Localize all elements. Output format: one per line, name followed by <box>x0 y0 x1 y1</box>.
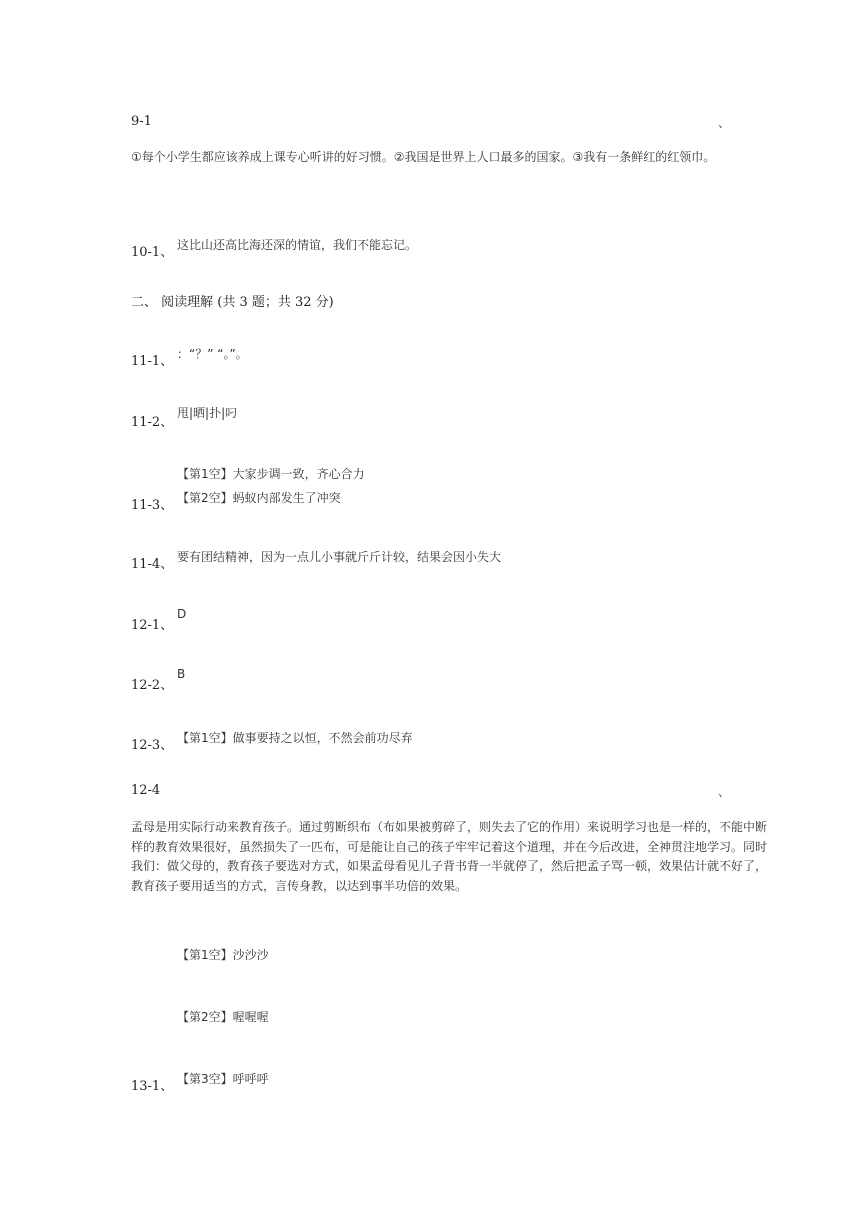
item-number-12-1: 12-1、 <box>131 618 174 633</box>
item-number-12-4: 12-4 <box>131 783 161 798</box>
item-number-11-4: 11-4、 <box>131 557 174 572</box>
item-number-12-2: 12-2、 <box>131 678 174 693</box>
item-number-11-3: 11-3、 <box>131 498 174 513</box>
answer-12-1: D <box>177 607 187 621</box>
item-mark-12-4: 、 <box>718 785 731 799</box>
item-mark-9-1: 、 <box>718 116 731 130</box>
item-number-12-3: 12-3、 <box>131 738 174 753</box>
answer-12-3: 【第1空】做事要持之以恒，不然会前功尽弃 <box>177 731 413 745</box>
answer-13-1-blank-2: 【第2空】喔喔喔 <box>177 1010 269 1024</box>
answer-11-2: 甩|晒|扑|叼 <box>177 406 238 420</box>
paragraph-line: 我们：做父母的，教育孩子要选对方式，如果孟母看见儿子背书背一半就停了，然后把孟子骂一顿，效果估计就不好了， <box>131 859 768 873</box>
item-number-13-1: 13-1、 <box>131 1079 174 1094</box>
answer-9-1: ①每个小学生都应该养成上课专心听讲的好习惯。②我国是世界上人口最多的国家。③我有一条鲜红的红领巾。 <box>131 150 716 164</box>
answer-11-4: 要有团结精神，因为一点儿小事就斤斤计较，结果会因小失大 <box>177 550 502 564</box>
section-heading-reading: 二、 阅读理解 (共 3 题；共 32 分) <box>131 295 334 310</box>
answer-11-3-blank-1: 【第1空】大家步调一致，齐心合力 <box>177 467 365 481</box>
item-number-9-1: 9-1 <box>131 114 152 129</box>
answer-13-1-blank-1: 【第1空】沙沙沙 <box>177 948 269 962</box>
answer-10-1: 这比山还高比海还深的情谊，我们不能忘记。 <box>177 238 418 252</box>
answer-13-1-blank-3: 【第3空】呼呼呼 <box>177 1072 269 1086</box>
answer-11-1: ：“？” “。”。 <box>177 347 248 361</box>
item-number-11-1: 11-1、 <box>131 354 174 369</box>
paragraph-line: 孟母是用实际行动来教育孩子。通过剪断织布（布如果被剪碎了，则失去了它的作用）来说明学习也是一样的，不能中断 <box>131 820 768 834</box>
paragraph-line: 教育孩子要用适当的方式，言传身教，以达到事半功倍的效果。 <box>131 878 468 893</box>
item-number-10-1: 10-1、 <box>131 245 174 260</box>
answer-12-2: B <box>177 667 186 681</box>
answer-11-3-blank-2: 【第2空】蚂蚁内部发生了冲突 <box>177 491 341 505</box>
answer-12-4-paragraph <box>131 818 865 896</box>
paragraph-line: 样的教育效果很好，虽然损失了一匹布，可是能让自己的孩子牢牢记着这个道理，并在今后改进，全神贯注地学习。同时 <box>131 839 768 854</box>
item-number-11-2: 11-2、 <box>131 415 174 430</box>
